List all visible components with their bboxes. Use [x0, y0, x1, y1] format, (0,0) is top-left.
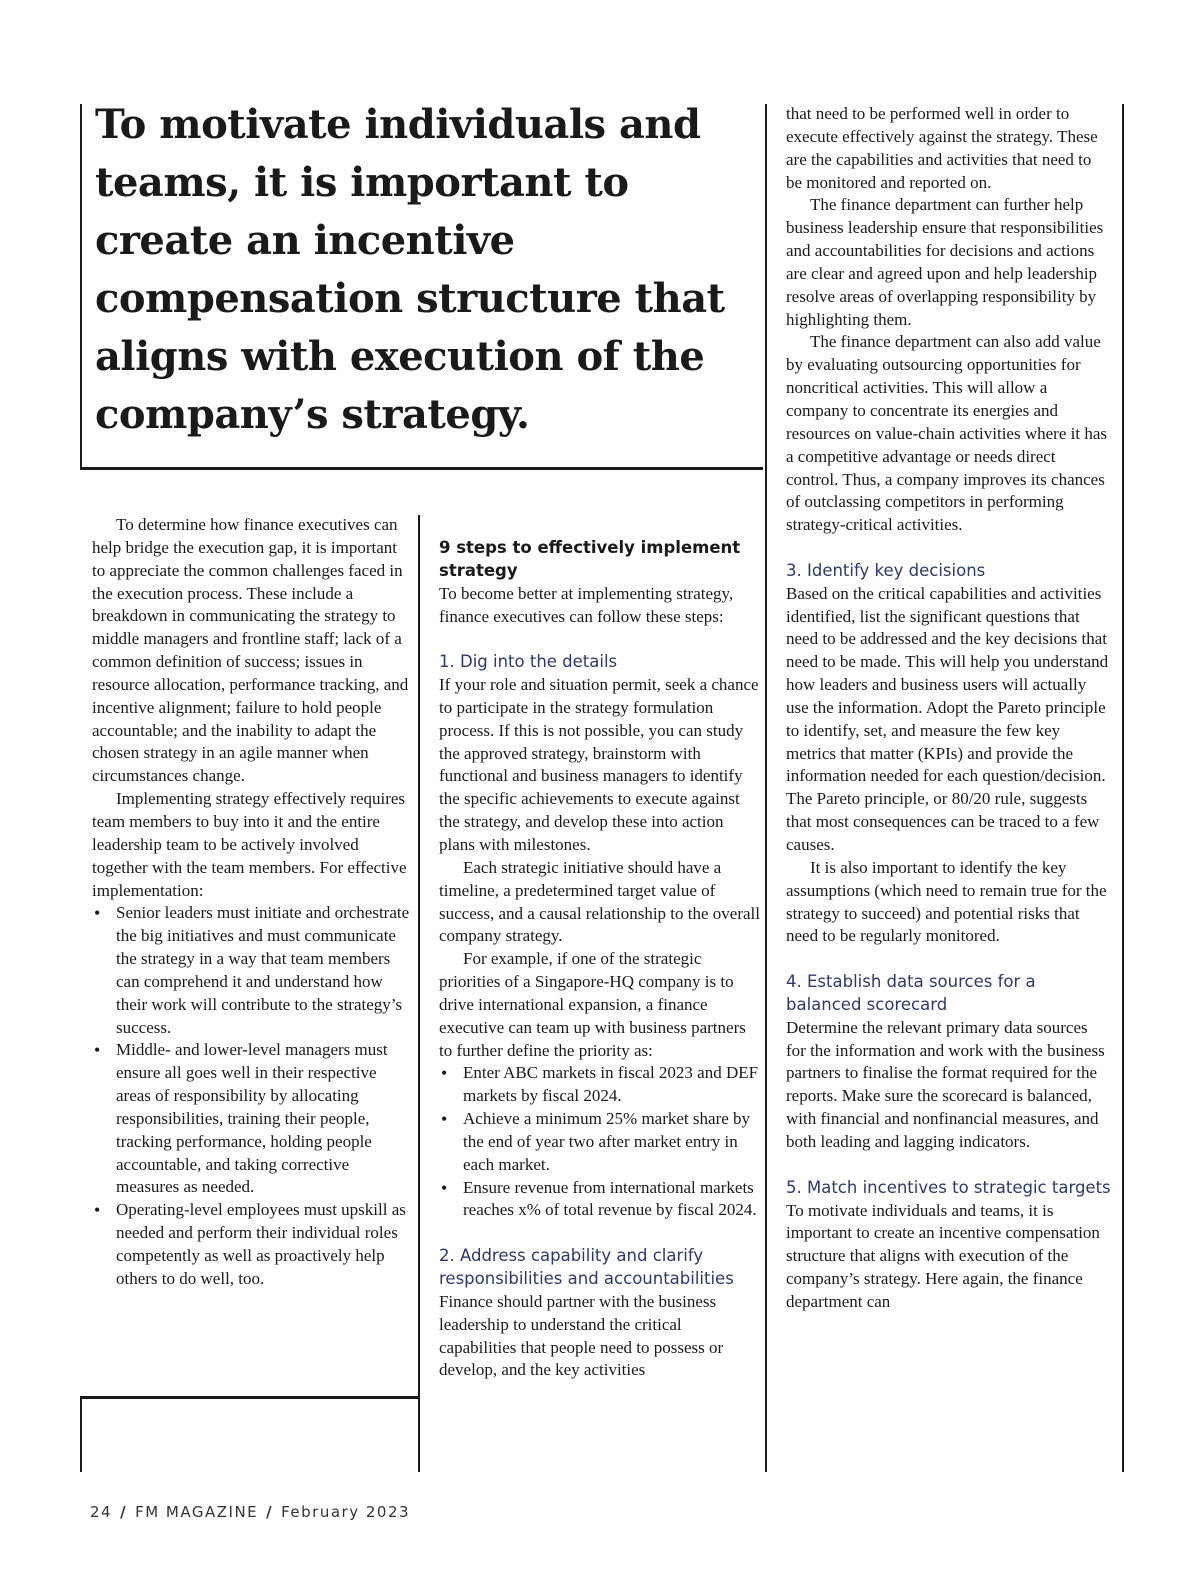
- column-rule-left: [80, 1396, 82, 1472]
- pull-quote-left-rule: [80, 104, 82, 470]
- step-1-paragraph-3: For example, if one of the strategic priorities of a Singapore-HQ company is to drive international expansion, a finance executive can team up with business partners to further define the priority as:: [439, 949, 746, 1060]
- column-rule-1: [418, 515, 420, 1472]
- column-one-bottom-rule: [80, 1396, 418, 1399]
- spacer: [439, 1222, 761, 1245]
- list-item: • Middle- and lower-level managers must ensure all goes well in their respective areas of responsibility by allocating responsibilities, training their people, tracking performance, holding people accountable, and taking corrective measures as needed.: [92, 1039, 414, 1199]
- col3-continuation: that need to be performed well in order to execute effectively against the strategy. These are the capabilities and activities that need to be monitored and reported on.: [786, 104, 1098, 192]
- step-4-paragraph-1: Determine the relevant primary data sources for the information and work with the business partners to finalise the format required for the reports. Make sure the scorecard is balanced, with financial and nonfinancial measures, and both leading and lagging indicators.: [786, 1017, 1105, 1151]
- page-footer: [90, 1503, 410, 1521]
- col1-bullet-list: [92, 902, 414, 1290]
- list-item: • Operating-level employees must upskill as needed and perform their individual roles competently as well as proactively help others to do well, too.: [92, 1199, 414, 1290]
- step-4-heading: 4. Establish data sources for a balanced scorecard: [786, 972, 1036, 1014]
- col2-bullet-list: [439, 1062, 761, 1222]
- steps-heading: 9 steps to effectively implement strategy: [439, 538, 741, 580]
- list-item: • Enter ABC markets in fiscal 2023 and DEF markets by fiscal 2024.: [439, 1062, 761, 1108]
- step-3-paragraph-1: Based on the critical capabilities and activities identified, list the significant questions that need to be addressed and the key decisions that need to be made. This will help you understand how leaders and business users will actually use the information. Adopt the Pareto principle to identify, set, and measure the few key metrics that matter (KPIs) and provide the information needed for each question/decision. The Pareto principle, or 80/20 rule, suggests that most consequences can be traced to a few causes.: [786, 583, 1109, 854]
- step-1-paragraph-2: Each strategic initiative should have a timeline, a predetermined target value of success, and a causal relationship to the overall company strategy.: [439, 857, 760, 946]
- pull-quote-bottom-rule: [80, 467, 763, 470]
- spacer: [786, 948, 1111, 971]
- column-two: [439, 537, 761, 1382]
- step-1-paragraph-1: If your role and situation permit, seek a chance to participate in the strategy formulation process. If this is not possible, you can study the approved strategy, brainstorm with functional and business managers to identify the specific achievements to execute against the strategy, and develop these into action plans with milestones.: [439, 675, 759, 854]
- spacer: [439, 628, 761, 651]
- pull-quote: To motivate individuals and teams, it is important to create an incentive compensation structure that aligns with execution of the company’s strategy.: [95, 101, 725, 438]
- column-rule-3: [1122, 104, 1124, 1472]
- spacer: [786, 1154, 1111, 1177]
- col3-paragraph-3: The finance department can also add value by evaluating outsourcing opportunities for noncritical activities. This will allow a company to concentrate its energies and resources on value-chain activities where it has a competitive advantage or needs direct control. Thus, a company improves its chances of outclassing competitors in performing strategy-critical activities.: [786, 332, 1107, 535]
- step-5-heading: 5. Match incentives to strategic targets: [786, 1177, 1111, 1197]
- col1-paragraph-2: Implementing strategy effectively requires team members to buy into it and the entire leadership team to be actively involved together with the team members. For effective implementation:: [92, 789, 407, 900]
- step-5-paragraph-1: To motivate individuals and teams, it is important to create an incentive compensation structure that aligns with execution of the company’s strategy. Here again, the finance department can: [786, 1200, 1100, 1311]
- step-2-paragraph-1: Finance should partner with the business leadership to understand the critical capabilities that people need to possess or develop, and the key activities: [439, 1291, 724, 1380]
- col1-paragraph-1: To determine how finance executives can help bridge the execution gap, it is important to appreciate the common challenges faced in the execution process. These include a breakdown in communicating the strategy to middle managers and frontline staff; lack of a common definition of success; issues in resource allocation, performance tracking, and incentive alignment; failure to hold people accountable; and the inability to adapt the chosen strategy in an agile manner when circumstances change.: [92, 515, 409, 786]
- step-3-paragraph-2: It is also important to identify the key assumptions (which need to remain true for the strategy to succeed) and potential risks that need to be regularly monitored.: [786, 857, 1107, 946]
- magazine-name: FM MAGAZINE: [135, 1503, 259, 1521]
- list-item: • Ensure revenue from international markets reaches x% of total revenue by fiscal 2024.: [439, 1177, 761, 1223]
- column-three: [786, 103, 1111, 1314]
- spacer: [786, 537, 1111, 560]
- footer-separator: /: [266, 1503, 274, 1521]
- steps-intro: To become better at implementing strategy, finance executives can follow these steps:: [439, 583, 734, 626]
- step-3-heading: 3. Identify key decisions: [786, 560, 986, 580]
- page-number: 24: [90, 1503, 113, 1521]
- step-1-heading: 1. Dig into the details: [439, 652, 618, 672]
- column-rule-2: [765, 104, 767, 1472]
- footer-separator: /: [120, 1503, 128, 1521]
- issue-date: February 2023: [281, 1503, 411, 1521]
- col3-paragraph-2: The finance department can further help business leadership ensure that responsibilities and accountabilities for decisions and actions are clear and agreed upon and help leadership resolve areas of overlapping responsibility by highlighting them.: [786, 195, 1104, 329]
- list-item: • Senior leaders must initiate and orchestrate the big initiatives and must communicate the strategy in a way that team members can comprehend it and understand how their work will contribute to the strategy’s success.: [92, 902, 414, 1039]
- step-2-heading: 2. Address capability and clarify responsibilities and accountabilities: [439, 1246, 734, 1288]
- column-one: [92, 514, 414, 1291]
- list-item: • Achieve a minimum 25% market share by the end of year two after market entry in each market.: [439, 1108, 761, 1177]
